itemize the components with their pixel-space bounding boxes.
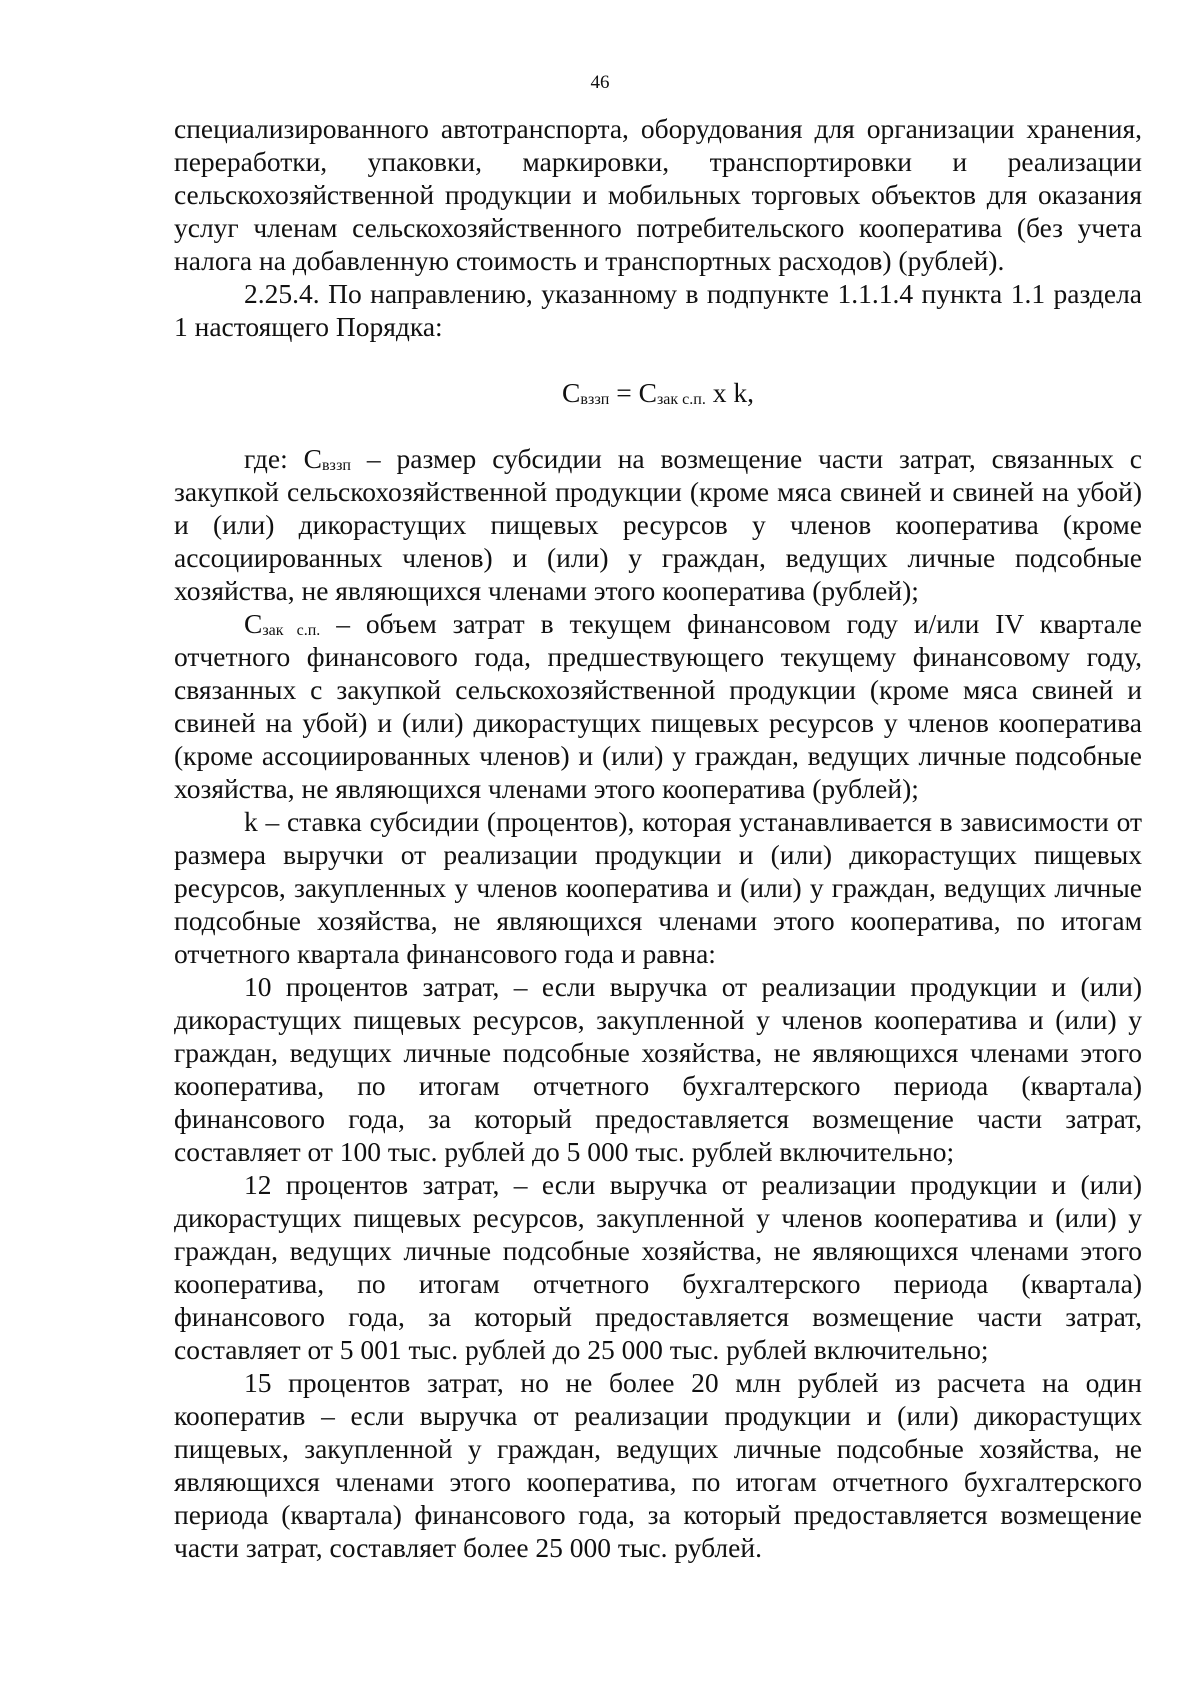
definition-subscript: вззп [322,457,351,474]
paragraph-definition-k: k – ставка субсидии (процентов), которая устанавливается в зависимости от размера выручки от реализации продукции и (или) дикорастущих пищевых ресурсов, закупленных у членов кооператива и (или) у граждан, ведущих личные подсобные хозяйства, не являющихся членами этого кооператива, по итогам отчетного квартала финансового года и равна: [174,806,1142,969]
paragraph-rate-12: 12 процентов затрат, – если выручка от реализации продукции и (или) дикорастущих пищевых ресурсов, закупленной у членов кооператива и (или) у граждан, ведущих личные подсобные хозяйства, не являющихся членами этого кооператива, по итогам отчетного бухгалтерского периода (квартала) финансового года, за который предоставляется возмещение части затрат, составляет от 5 001 тыс. рублей до 25 000 тыс. рублей включительно; [174,1169,1142,1365]
paragraph-rate-10: 10 процентов затрат, – если выручка от реализации продукции и (или) дикорастущих пищевых ресурсов, закупленной у членов кооператива и (или) у граждан, ведущих личные подсобные хозяйства, не являющихся членами этого кооператива, по итогам отчетного бухгалтерского периода (квартала) финансового года, за который предоставляется возмещение части затрат, составляет от 100 тыс. рублей до 5 000 тыс. рублей включительно; [174,971,1142,1167]
paragraph-rate-15: 15 процентов затрат, но не более 20 млн рублей из расчета на один кооператив – если выручка от реализации продукции и (или) дикорастущих пищевых, закупленной у граждан, ведущих личные подсобные хозяйства, не являющихся членами этого кооператива, по итогам отчетного бухгалтерского периода (квартала) финансового года, за который предоставляется возмещение части затрат, составляет более 25 000 тыс. рублей. [174,1367,1142,1563]
definition-text: – размер субсидии на возмещение части затрат, связанных с закупкой сельскохозяйственной продукции (кроме мяса свиней и свиней на убой) и (или) дикорастущих пищевых ресурсов у членов кооператива (кроме ассоциированных членов) и (или) у граждан, ведущих личные подсобные хозяйства, не являющихся членами этого кооператива (рублей); [174,443,1142,606]
paragraph-2-25-4: 2.25.4. По направлению, указанному в подпункте 1.1.1.4 пункта 1.1 раздела 1 настоящего Порядка: [174,278,1142,342]
formula-rest: x k, [705,377,754,408]
formula-lhs-subscript: вззп [580,391,610,408]
definition-text: – объем затрат в текущем финансовом году и/или IV квартале отчетного финансового года, предшествующего текущему финансовому году, связанных с закупкой сельскохозяйственной продукции (кроме мяса свиней и свиней на убой) и (или) дикорастущих пищевых ресурсов у членов кооператива (кроме ассоциированных членов) и (или) у граждан, ведущих личные подсобные хозяйства, не являющихся членами этого кооператива (рублей); [174,608,1143,804]
formula [174,376,1142,409]
definition-subscript: зак с.п. [262,622,321,639]
page-number: 46 [590,72,610,93]
definition-lead: С [244,608,263,639]
definition-lead: где: С [244,443,322,474]
document-body [174,112,1142,1564]
formula-rhs-subscript: зак с.п. [656,391,706,408]
formula-lhs: С [562,377,581,408]
formula-equals: = С [609,377,657,408]
paragraph-definition-szak [174,607,1142,805]
paragraph-definition-svzzp [174,442,1142,607]
paragraph-equipment-continuation: специализированного автотранспорта, оборудования для организации хранения, переработки, упаковки, маркировки, транспортировки и реализации сельскохозяйственной продукции и мобильных торговых объектов для оказания услуг членам сельскохозяйственного потребительского кооператива (без учета налога на добавленную стоимость и транспортных расходов) (рублей). [174,113,1142,276]
